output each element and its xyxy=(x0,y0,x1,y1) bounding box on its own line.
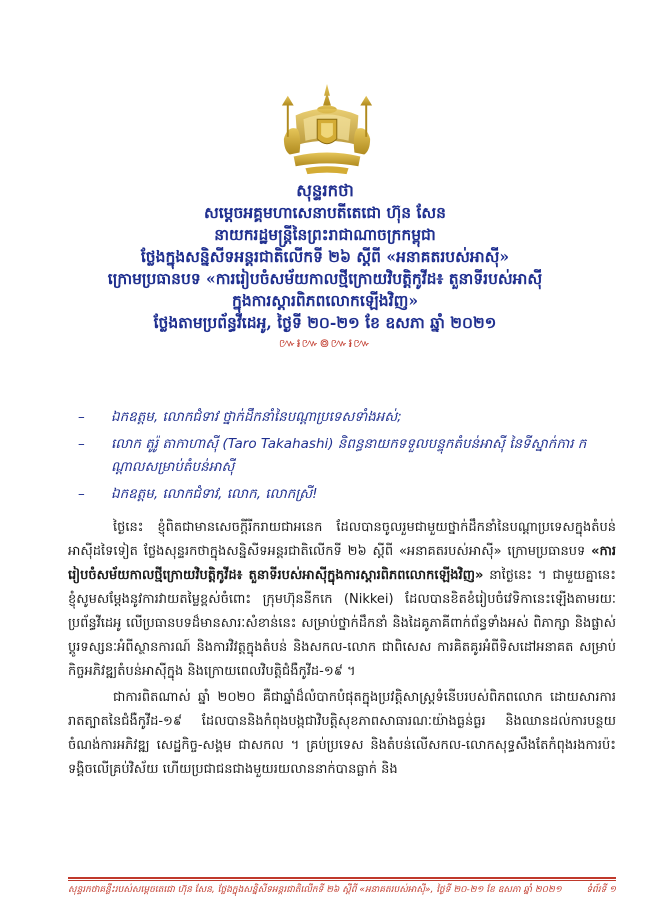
list-item xyxy=(78,483,618,506)
salutation-text: ឯកឧត្តម, លោកជំទាវ ថ្នាក់ដឹកនាំនៃបណ្តាប្រទេសទាំងអស់; xyxy=(111,409,402,425)
speech-title: សុន្ទរកថា xyxy=(296,181,354,200)
footer-citation: សុន្ទរកថាគន្លឹះរបស់សម្តេចតេជោ ហ៊ុន សែន, ថ្លែងក្នុងសន្និសីទអន្តរជាតិលើកទី ២៦ ស្តីពី «អនាគតរបស់អាស៊ី», ថ្ងៃទី ២០-២១ ខែ ឧសភា ឆ្នាំ ២០២១ xyxy=(68,885,562,895)
speech-header xyxy=(40,180,610,352)
list-item xyxy=(78,406,618,429)
page-number: ទំព័រទី ១ xyxy=(586,885,616,895)
dash-bullet: – xyxy=(78,486,85,502)
paragraph-text: ជាការពិតណាស់ ឆ្នាំ ២០២០ គឺជាឆ្នាំដ៏លំបាកបំផុតក្នុងប្រវត្តិសាស្ត្រទំនើបរបស់ពិភពលោក ដោយសារការរាតត្បាតនៃជំងឺកូវីដ-១៩ ដែលបាននិងកំពុងបង្កជាវិបត្តិសុខភាពសាធារណៈយ៉ាងធ្ងន់ធ្ងរ និងឈានដល់ការបន្ថយចំណង់ការអភិវឌ្ឍ សេដ្ឋកិច្ច-សង្គម ជាសកល ។ គ្រប់ប្រទេស និងតំបន់លើសកល-លោកសុទ្ធសឹងតែកំពុងរងការប៉ះទង្គិចលើគ្រប់វិស័យ ហើយប្រជាជនជាងមួយរយលាននាក់បានធ្លាក់ និង xyxy=(68,690,616,777)
salutation-text: ឯកឧត្តម, លោកជំទាវ, លោក, លោកស្រី! xyxy=(111,486,318,502)
event-line: ថ្លែងក្នុងសន្និសីទអន្តរជាតិលើកទី ២៦ ស្ដីពី «អនាគតរបស់អាស៊ី» xyxy=(140,247,510,266)
speech-body xyxy=(68,516,616,784)
salutation-text: លោក តូរ៉ូ តាកាហាស៊ី (Taro Takahashi) និពន្ធនាយកទទួលបន្ទុកតំបន់អាស៊ី នៃទីស្នាក់ការ ក ណ្តាលសម្រាប់តំបន់អាស៊ី xyxy=(111,436,587,475)
ornament-divider: ៚៛៚៙៚៛៚ xyxy=(278,336,372,350)
dash-bullet: – xyxy=(78,436,85,452)
footer-divider xyxy=(68,880,616,881)
speaker-role: នាយករដ្ឋមន្រ្តីនៃព្រះរាជាណាចក្រកម្ពុជា xyxy=(214,225,436,244)
theme-line-2: ក្នុងការស្តារពិភពលោកឡើងវិញ» xyxy=(231,291,419,310)
paragraph-text: ថ្ងៃនេះ ខ្ញុំពិតជាមានសេចក្តីរីករាយជាអនេក ដែលបានចូលរួមជាមួយថ្នាក់ដឹកនាំនៃបណ្តាប្រទេសក្នុងតំបន់អាស៊ីដទៃទៀត ថ្លែងសុន្ទរកថាក្នុងសន្និសីទអន្តរជាតិលើកទី ២៦ ស្តីពី «អនាគតរបស់អាស៊ី» ក្រោមប្រធានបទ xyxy=(68,520,616,559)
footer-divider xyxy=(68,877,616,879)
list-item xyxy=(78,433,618,479)
date-line: ថ្លែងតាមប្រព័ន្ធវីដេអូ, ថ្ងៃទី ២០-២១ ខែ ឧសភា ឆ្នាំ ២០២១ xyxy=(153,313,497,332)
theme-emphasis: «ការរៀបចំសម័យកាលថ្មីក្រោយវិបត្តិកូវីដ៖ តួនាទីរបស់អាស៊ីក្នុងការស្តារពិភពលោកឡើងវិញ» xyxy=(68,544,616,583)
paragraph xyxy=(68,516,616,684)
salutation-list xyxy=(78,406,618,510)
theme-line-1: ក្រោមប្រធានបទ «ការរៀបចំសម័យកាលថ្មីក្រោយវិបត្តិកូវីដ៖ តួនាទីរបស់អាស៊ី xyxy=(107,269,543,288)
dash-bullet: – xyxy=(78,409,85,425)
royal-coat-of-arms-icon xyxy=(278,82,376,180)
speaker-name: សម្ដេចអគ្គមហាសេនាបតីតេជោ ហ៊ុន សែន xyxy=(203,203,446,222)
paragraph-text: នាថ្ងៃនេះ ។ ជាមួយគ្នានេះ ខ្ញុំសូមសម្តែងនូវការវាយតម្លៃខ្ពស់ចំពោះ ក្រុមហ៊ុននីកកេ (Nikkei) ដែលបានខិតខំរៀបចំវេទិកានេះឡើងតាមរយៈប្រព័ន្ធវីដេអូ លើប្រធានបទដ៏មានសារៈសំខាន់នេះ សម្រាប់ថ្នាក់ដឹកនាំ និងដៃគូភាគីពាក់ព័ន្ធទាំងអស់ ពិភាក្សា និងផ្លាស់ប្តូរទស្សនៈអំពីស្ថានការណ៍ និងការវិវត្តក្នុងតំបន់ និងសកល-លោក ជាពិសេស ការគិតគូរអំពីទិសដៅអនាគត សម្រាប់កិច្ចអភិវឌ្ឍតំបន់អាស៊ីក្នុង និងក្រោយពេលវិបត្តិជំងឺកូវីដ-១៩ ។ xyxy=(68,568,616,679)
paragraph xyxy=(68,686,616,782)
